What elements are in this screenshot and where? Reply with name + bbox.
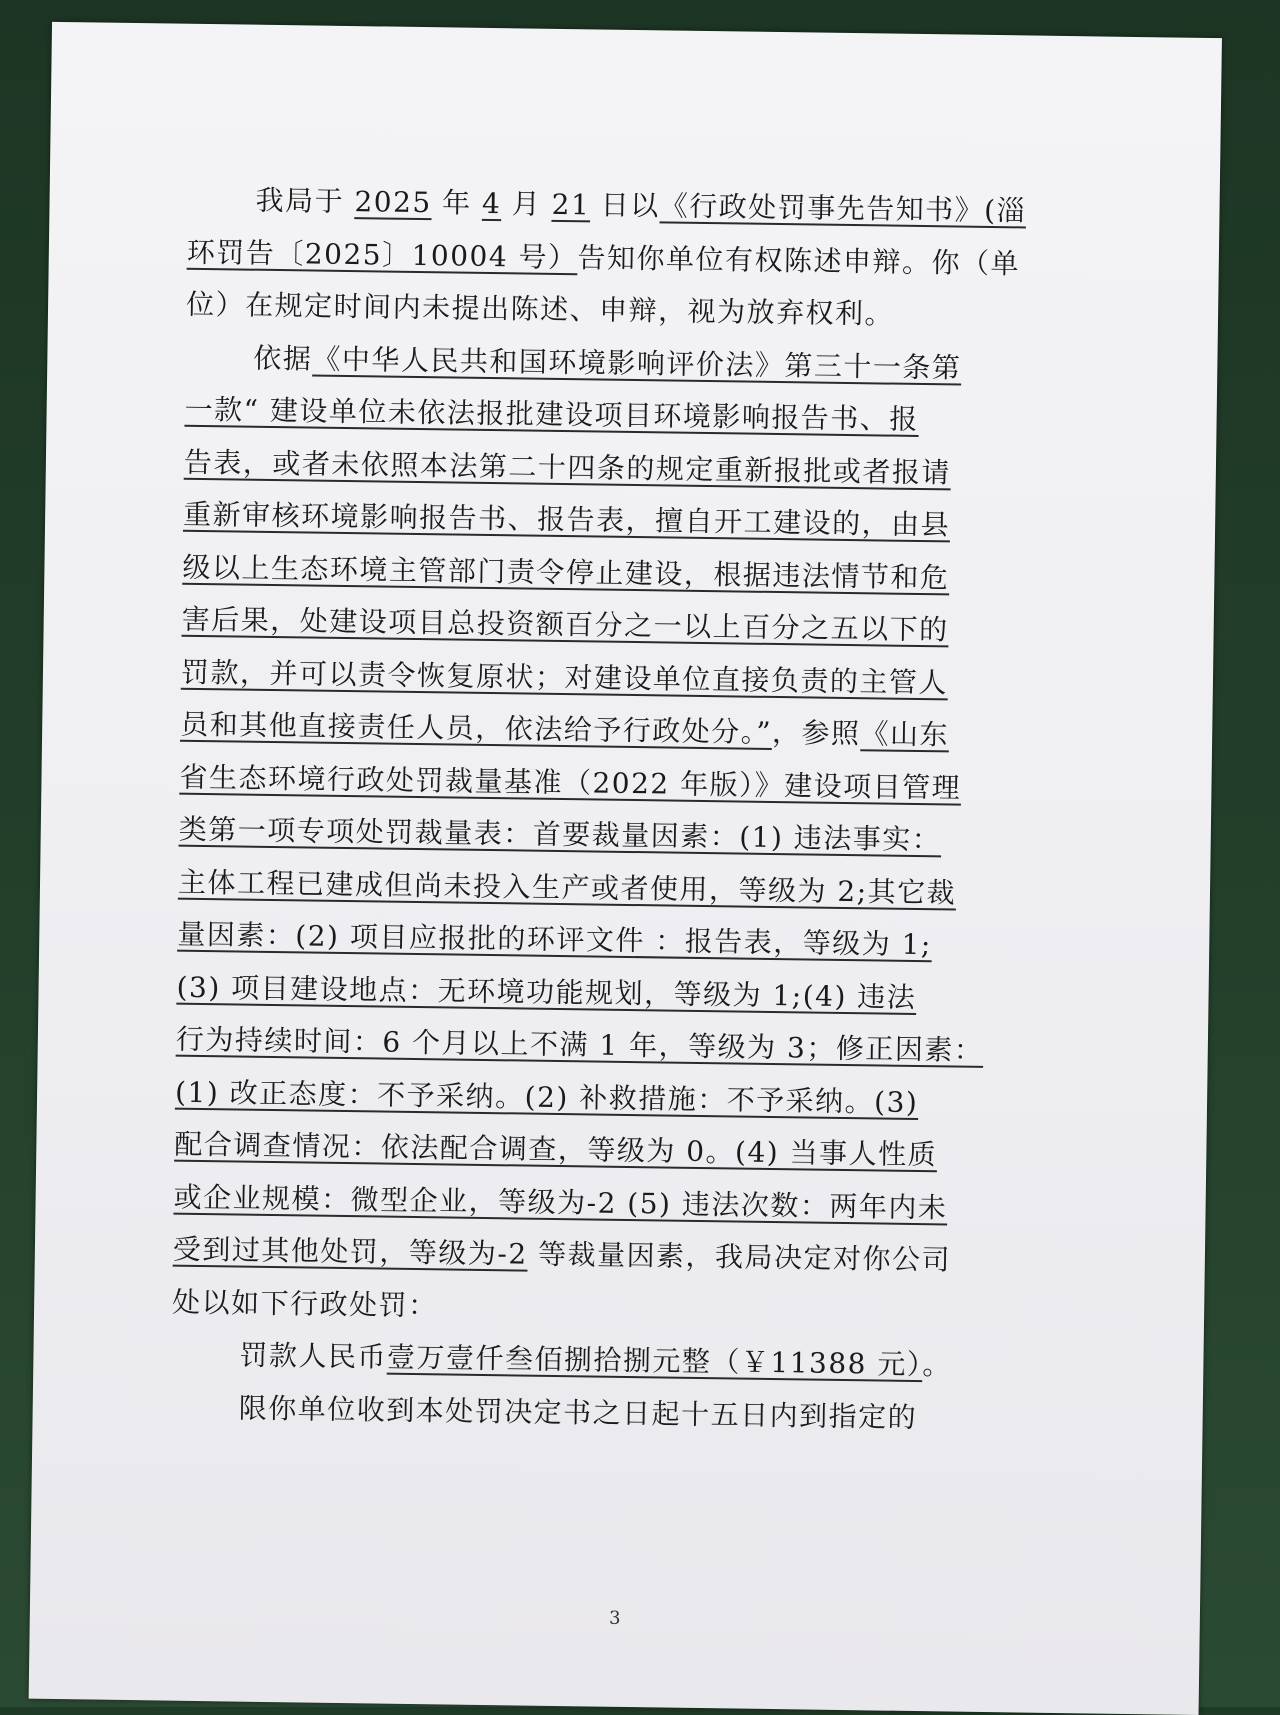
underlined-text: 一款“ 建设单位未依法报批建设项目环境影响报告书、报 <box>184 392 920 436</box>
text-segment: 位）在规定时间内未提出陈述、申辩，视为放弃权利。 <box>185 287 895 331</box>
underlined-text: 级以上生态环境主管部门责令停止建设，根据违法情节和危 <box>182 550 950 594</box>
text-segment: 告知你单位有权陈述申辩。你（单 <box>577 240 1021 280</box>
underlined-text: 《山东 <box>860 717 950 752</box>
underlined-text: 《中华人民共和国环境影响评价法》第三十一条第 <box>312 342 962 385</box>
underlined-text: 《行政处罚事先告知书》(淄 <box>659 189 1027 228</box>
text-line <box>170 1381 1051 1446</box>
text-segment: 月 <box>501 187 552 221</box>
text-segment: 日以 <box>590 188 660 223</box>
underlined-text: 罚款，并可以责令恢复原状；对建设单位直接负责的主管人 <box>180 655 949 699</box>
page-number: 3 <box>608 1607 621 1629</box>
underlined-text: 类第一项专项处罚裁量表：首要裁量因素：(1) 违法事实： <box>178 812 942 857</box>
underlined-text: 配合调查情况：依法配合调查，等级为 0。(4) 当事人性质 <box>174 1127 938 1172</box>
document-page <box>29 22 1222 1715</box>
underlined-text: (1) 改正态度：不予采纳。(2) 补救措施：不予采纳。(3) <box>174 1075 919 1119</box>
underlined-text: 或企业规模：微型企业，等级为-2 (5) 违法次数：两年内未 <box>173 1180 948 1224</box>
underlined-text: 省生态环境行政处罚裁量基准（2022 年版）》建设项目管理 <box>179 760 962 805</box>
text-segment: 年 <box>431 186 483 220</box>
text-segment: 。 <box>922 1348 953 1382</box>
underlined-text: 重新审核环境影响报告书、报告表，擅自开工建设的，由县 <box>182 497 951 542</box>
underlined-text: 行为持续时间：6 个月以上不满 1 年，等级为 3；修正因素： <box>175 1022 984 1067</box>
underlined-text: 害后果，处建设项目总投资额百分之一以上百分之五以下的 <box>181 602 949 647</box>
body-text <box>170 174 1068 1446</box>
underlined-text: 壹万壹仟叁佰捌拾捌元整（￥11388 元） <box>386 1340 923 1382</box>
underlined-text: (3) 项目建设地点：无环境功能规划，等级为 1;(4) 违法 <box>176 970 917 1014</box>
underlined-text: 21 <box>551 187 591 222</box>
text-segment: 罚款人民币 <box>239 1338 388 1374</box>
underlined-text: 告表，或者未依照本法第二十四条的规定重新报批或者报请 <box>183 445 952 489</box>
underlined-text: 环罚告〔2025〕10004 号） <box>186 235 578 274</box>
underlined-text: 主体工程已建成但尚未投入生产或者使用，等级为 2;其它裁 <box>177 865 957 910</box>
text-segment: 处以如下行政处罚： <box>171 1285 438 1322</box>
underlined-text: 2025 <box>354 185 432 220</box>
text-segment: 我局于 <box>255 183 355 219</box>
underlined-text: 受到过其他处罚，等级为-2 <box>172 1232 528 1271</box>
underlined-text: 员和其他直接责任人员，依法给予行政处分。” <box>180 707 773 749</box>
text-segment: 等裁量因素，我局决定对你公司 <box>527 1237 952 1277</box>
underlined-text: 4 <box>481 186 502 221</box>
underlined-text: 量因素：(2) 项目应报批的环评文件 ：报告表，等级为 1; <box>177 917 933 962</box>
text-segment: 依据 <box>253 341 313 375</box>
text-segment: 限你单位收到本处罚决定书之日起十五日内到指定的 <box>238 1391 918 1434</box>
text-segment: ，参照 <box>771 715 861 751</box>
